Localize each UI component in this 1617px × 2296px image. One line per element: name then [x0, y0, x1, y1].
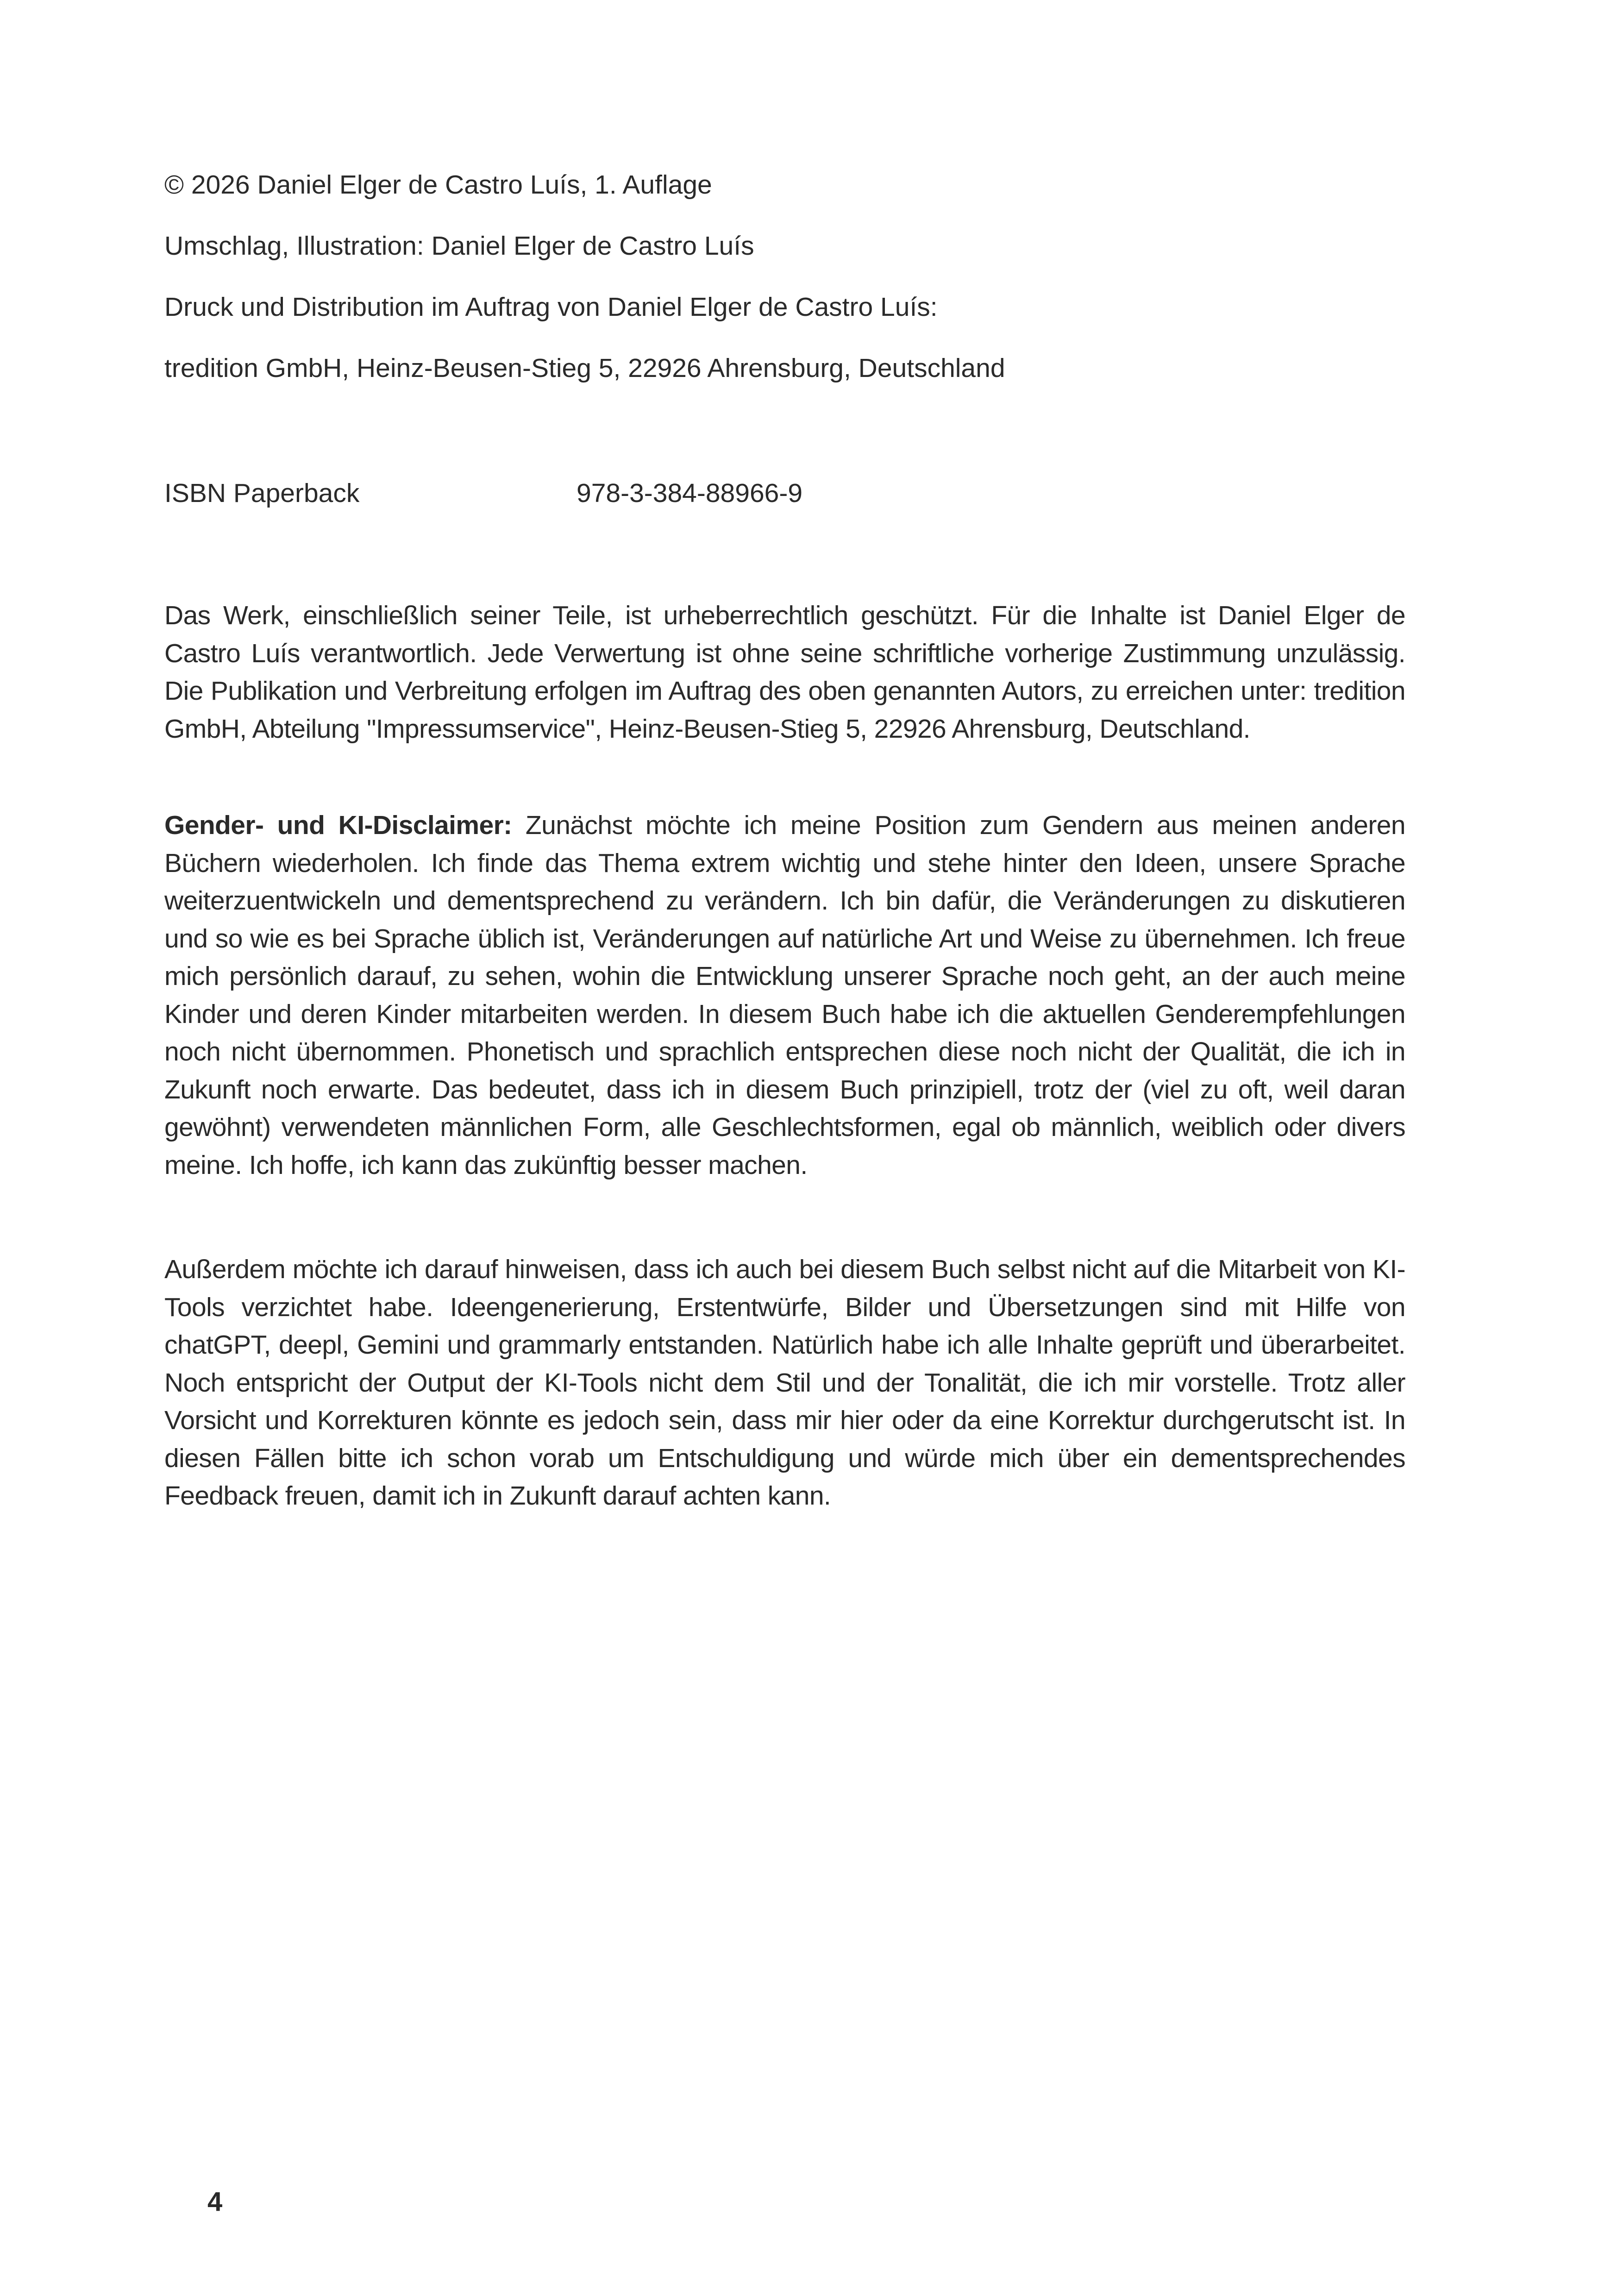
- print-credit-line: Druck und Distribution im Auftrag von Daniel Elger de Castro Luís:: [164, 292, 938, 322]
- ki-tools-text: Außerdem möchte ich darauf hinweisen, dass ich auch bei diesem Buch selbst nicht auf die Mitarbeit von KI-Tools verzichtet habe. Ideengenerierung, Erstentwürfe, Bilder und Übersetzungen sind mit Hilfe von chatGPT, deepl, Gemini und grammarly entstanden. Natürlich habe ich alle Inhalte geprüft und überarbeitet. Noch entspricht der Output der KI-Tools nicht dem Stil und der Tonalität, die ich mir vorstelle. Trotz aller Vorsicht und Korrekturen könnte es jedoch sein, dass mir hier oder da eine Korrektur durchgerutscht ist. In diesen Fällen bitte ich schon vorab um Entschuldigung und würde mich über ein dementsprechendes Feedback freuen, damit ich in Zukunft darauf achten kann.: [164, 1255, 1405, 1511]
- ki-tools-paragraph: [164, 1251, 1405, 1515]
- isbn-value: 978-3-384-88966-9: [577, 478, 803, 508]
- page-number: 4: [207, 2187, 223, 2217]
- rights-paragraph-text: Das Werk, einschließlich seiner Teile, ist urheberrechtlich geschützt. Für die Inhalte ist Daniel Elger de Castro Luís verantwortlich. Jede Verwertung ist ohne seine schriftliche vorherige Zustimmung unzulässig. Die Publikation und Verbreitung erfolgen im Auftrag des oben genannten Autors, zu erreichen unter: tredition GmbH, Abteilung "Impressumservice", Heinz-Beusen-Stieg 5, 22926 Ahrensburg, Deutschland.: [164, 601, 1405, 744]
- disclaimer-heading: Gender- und KI-Disclaimer:: [164, 810, 512, 840]
- gender-disclaimer-paragraph: [164, 807, 1405, 1184]
- gender-disclaimer-text: [164, 807, 1405, 1184]
- copyright-line: © 2026 Daniel Elger de Castro Luís, 1. Auflage: [164, 170, 712, 200]
- disclaimer-body: Zunächst möchte ich meine Position zum Gendern aus meinen anderen Büchern wiederholen. Ich finde das Thema extrem wichtig und stehe hinter den Ideen, unsere Sprache weiterzuentwickeln und dementsprechend zu verändern. Ich bin dafür, die Veränderungen zu diskutieren und so wie es bei Sprache üblich ist, Veränderungen auf natürliche Art und Weise zu übernehmen. Ich freue mich persönlich darauf, zu sehen, wohin die Entwicklung unserer Sprache noch geht, an der auch meine Kinder und deren Kinder mitarbeiten werden. In diesem Buch habe ich die aktuellen Genderempfehlungen noch nicht übernommen. Phonetisch und sprachlich entsprechen diese noch nicht der Qualität, die ich in Zukunft noch erwarte. Das bedeutet, dass ich in diesem Buch prinzipiell, trotz der (viel zu oft, weil daran gewöhnt) verwendeten männlichen Form, alle Geschlechtsformen, egal ob männlich, weiblich oder divers meine. Ich hoffe, ich kann das zukünftig besser machen.: [164, 810, 1405, 1180]
- publisher-address-line: tredition GmbH, Heinz-Beusen-Stieg 5, 22926 Ahrensburg, Deutschland: [164, 353, 1005, 383]
- isbn-label: ISBN Paperback: [164, 478, 360, 508]
- cover-credit-line: Umschlag, Illustration: Daniel Elger de Castro Luís: [164, 231, 754, 261]
- rights-paragraph: [164, 597, 1405, 748]
